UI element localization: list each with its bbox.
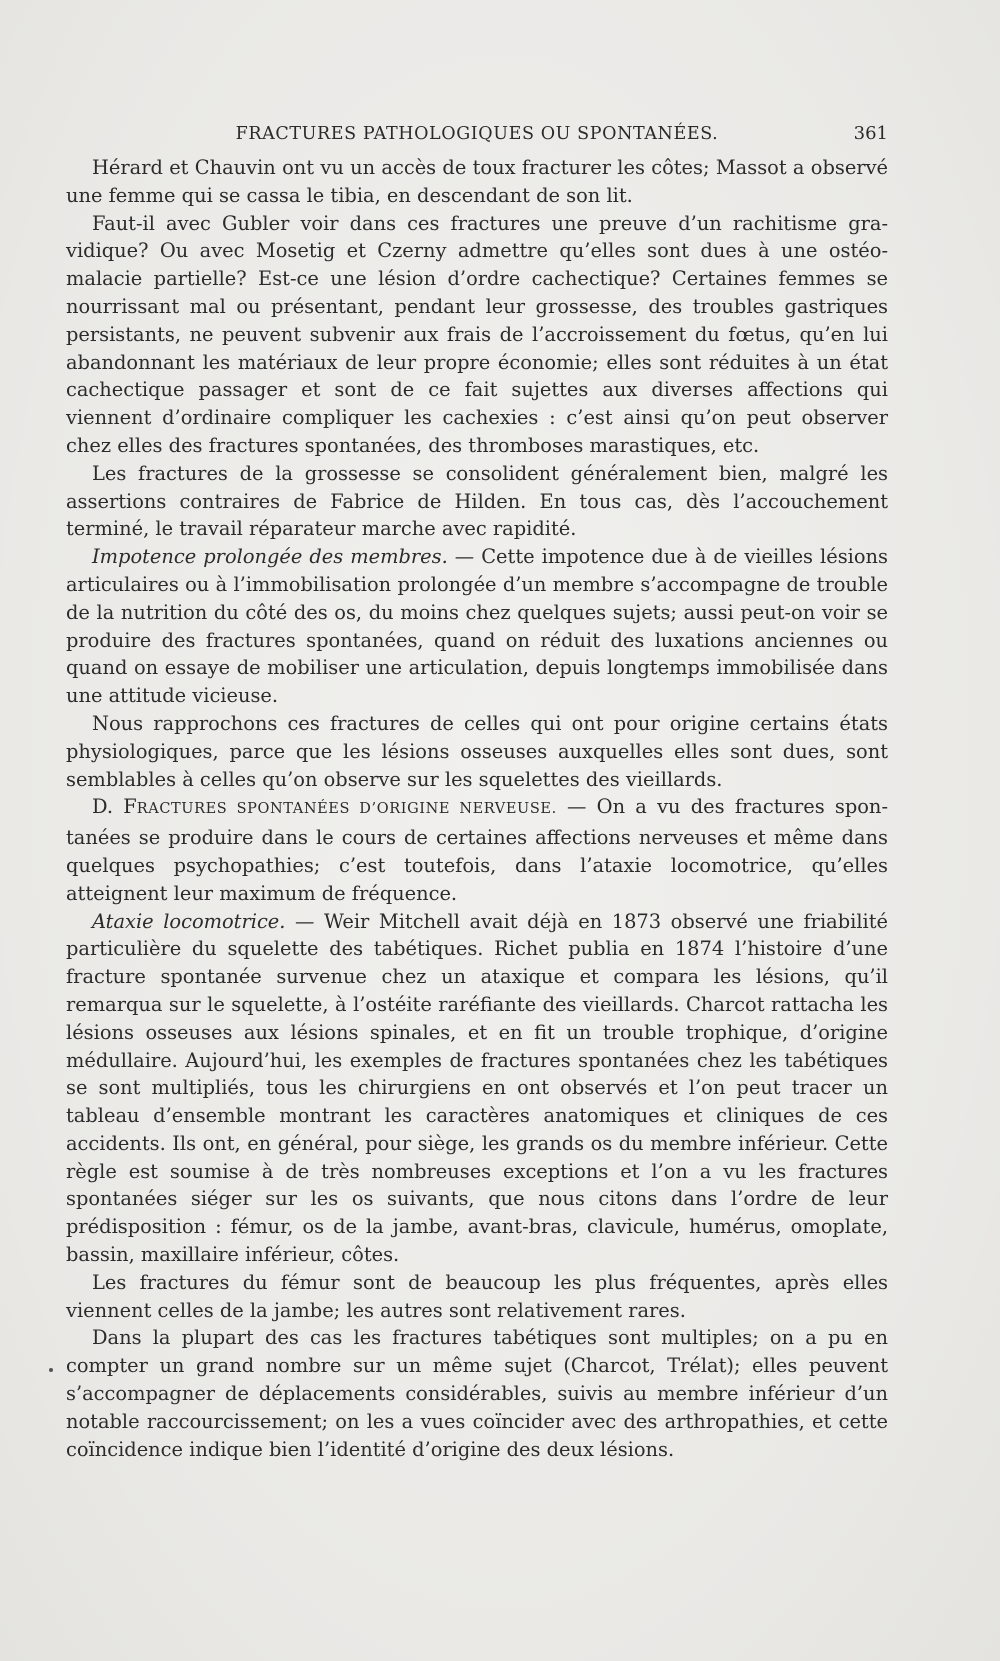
section-label: D. bbox=[92, 795, 114, 819]
section-heading: RACTURES SPONTANÉES D’ORIGINE NERVEUSE. bbox=[136, 801, 557, 818]
page-header bbox=[66, 119, 888, 149]
paragraph-text: — Cette impotence due à de vieilles lésions articulaires ou à l’immobilisation prolongée d’un membre s’accompagne de trouble de la nutrition du côté des os, du moins chez quelques sujets; aussi peut-on voir se produire des fractures spontanées, quand on réduit des luxations anciennes ou quand on essaye de mobiliser une articulation, depuis longtemps immobilisée dans une attitude vicieuse. bbox=[66, 545, 888, 708]
section-title-italic: Ataxie locomotrice. bbox=[92, 909, 286, 933]
running-head: FRACTURES PATHOLOGIQUES OU SPONTANÉES. bbox=[235, 124, 719, 144]
paragraph: Nous rapprochons ces fractures de celles qui ont pour origine certains états physiologiques, parce que les lésions osseuses auxquelles elles sont dues, sont semblables à celles qu’on observe sur les squelettes des vieillards. bbox=[66, 711, 888, 791]
paragraph-text: — Weir Mitchell avait déjà en 1873 observé une friabilité particulière du squelette des tabétiques. Richet publia en 1874 l’histoire d’une fracture spontanée survenue chez un ataxique et compara les lésions, qu’il remarqua sur le squelette, à l’ostéite raréfiante des vieillards. Charcot rattacha les lésions osseuses aux lésions spinales, et en fit un trouble trophique, d’origine médullaire. Aujourd’hui, les exemples de fractures spontanées chez les tabétiques se sont multipliés, tous les chirurgiens en ont observés et l’on peut tracer un tableau d’ensemble montrant les caractères anatomiques et cliniques de ces accidents. Ils ont, en général, pour siège, les grands os du membre inférieur. Cette règle est soumise à de très nombreuses exceptions et l’on a vu les fractures spontanées siéger sur les os suivants, que nous citons dans l’ordre de leur prédisposition : fémur, os de la jambe, avant-bras, clavicule, humérus, omoplate, bassin, maxillaire inférieur, côtes. bbox=[66, 909, 888, 1267]
margin-mark bbox=[49, 1368, 53, 1372]
paragraph: Les fractures de la grossesse se consolident généralement bien, malgré les assertions contraires de Fabrice de Hilden. En tous cas, dès l’accouchement terminé, le travail réparateur marche avec rapidité. bbox=[66, 461, 888, 541]
paragraph: Hérard et Chauvin ont vu un accès de toux fracturer les côtes; Massot a observé une femme qui se cassa le tibia, en descendant de son lit. bbox=[66, 156, 888, 207]
body-text bbox=[66, 154, 888, 1463]
paragraph bbox=[66, 543, 888, 710]
section-heading-initial: F bbox=[123, 795, 137, 819]
paragraph: Les fractures du fémur sont de beaucoup les plus fréquentes, après elles viennent celles de la jambe; les autres sont relativement rares. bbox=[66, 1270, 888, 1322]
paragraph: Faut-il avec Gubler voir dans ces fractures une preuve d’un rachitisme gravidique? Ou avec Mosetig et Czerny admettre qu’elles sont dues à une ostéomalacie partielle? Est-ce une lésion d’ordre cachectique? Certaines femmes se nourrissant mal ou présentant, pendant leur grossesse, des troubles gastriques persistants, ne peuvent subvenir aux frais de l’accroissement du fœtus, qu’en lui abandonnant les matériaux de leur propre économie; elles sont réduites à un état cachectique passager et sont de ce fait sujettes aux diverses affections qui viennent d’ordinaire compliquer les cachexies : c’est ainsi qu’on peut observer chez elles des fractures spontanées, des thromboses marastiques, etc. bbox=[66, 211, 888, 457]
paragraph bbox=[66, 908, 888, 1269]
paragraph-text: — On a vu des fractures spontanées se produire dans le cours de certaines affections nerveuses et même dans quelques psychopathies; c’est toutefois, dans l’ataxie locomotrice, qu’elles atteignent leur maximum de fréquence. bbox=[66, 795, 888, 905]
paragraph bbox=[66, 793, 888, 907]
page-number: 361 bbox=[853, 123, 888, 144]
section-title-italic: Impotence prolongée des membres. bbox=[92, 545, 448, 569]
paragraph: Dans la plupart des cas les fractures tabétiques sont multiples; on a pu en compter un grand nombre sur un même sujet (Charcot, Trélat); elles peuvent s’accompagner de déplacements considérables, suivis au membre inférieur d’un notable raccourcissement; on les a vues coïncider avec des arthropathies, et cette coïncidence indique bien l’identité d’origine des deux lésions. bbox=[66, 1326, 888, 1461]
